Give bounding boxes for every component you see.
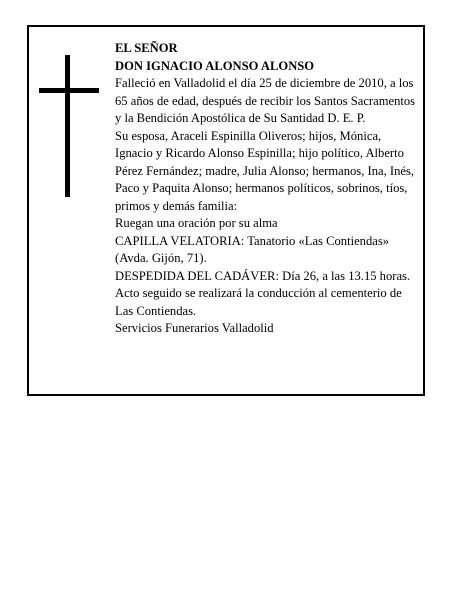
cross-icon xyxy=(39,55,99,197)
obituary-text xyxy=(115,40,421,338)
farewell-paragraph: DESPEDIDA DEL CADÁVER: Día 26, a las 13.15 horas. Acto seguido se realizará la conducción al cementerio de Las Contiendas. xyxy=(115,268,411,318)
family-paragraph: Su esposa, Araceli Espinilla Oliveros; hijos, Mónica, Ignacio y Ricardo Alonso Espinilla; hijo político, Alberto Pérez Fernández; madre, Julia Alonso; hermanos, Ina, Inés, Paco y Paquita Alonso; hermanos políticos, sobrinos, tíos, primos y demás familia: xyxy=(115,128,415,213)
obituary-notice xyxy=(27,25,425,396)
cross-horizontal-bar xyxy=(39,88,99,93)
death-paragraph: Falleció en Valladolid el día 25 de diciembre de 2010, a los 65 años de edad, después de recibir los Santos Sacramentos y la Bendición Apostólica de Su Santidad D. E. P. xyxy=(115,76,416,125)
prayer-line: Ruegan una oración por su alma xyxy=(115,216,278,230)
deceased-name: DON IGNACIO ALONSO ALONSO xyxy=(115,58,315,73)
heading-title: EL SEÑOR xyxy=(115,41,178,55)
funeral-services: Servicios Funerarios Valladolid xyxy=(115,321,274,335)
chapel-paragraph: CAPILLA VELATORIA: Tanatorio «Las Contiendas» (Avda. Gijón, 71). xyxy=(115,233,390,265)
cross-vertical-bar xyxy=(65,55,70,197)
